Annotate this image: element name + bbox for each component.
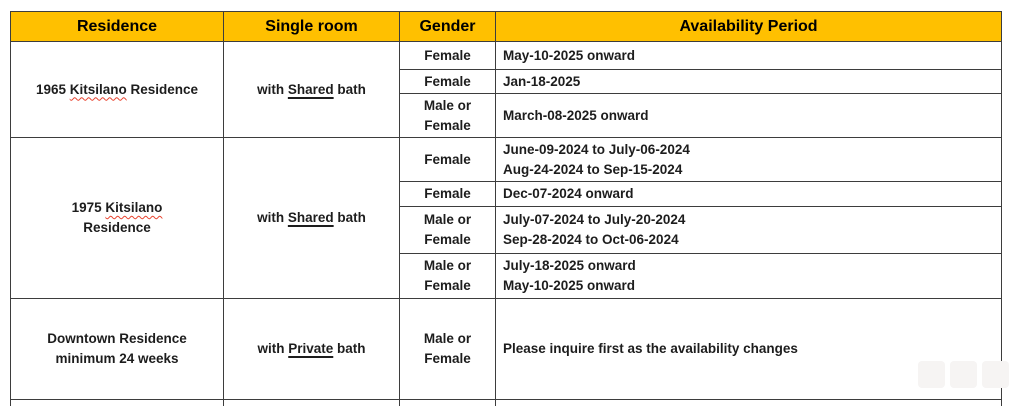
table-row — [11, 138, 1002, 182]
cut-row-cell — [11, 400, 224, 406]
underlined-word: Private — [288, 341, 334, 356]
table-row — [11, 42, 1002, 70]
cut-off-row — [11, 400, 1002, 406]
cut-row-cell — [496, 400, 1002, 406]
cut-row-cell — [400, 400, 496, 406]
header-row — [11, 12, 1002, 42]
residence-name: 1975 Kitsilano — [71, 200, 163, 215]
availability-cell: Jan-18-2025 — [496, 70, 1002, 94]
availability-cell: Please inquire first as the availability changes — [496, 299, 1002, 400]
header-cell-gender: Gender — [400, 12, 496, 42]
gender-cell: Male or Female — [400, 207, 496, 254]
watermark-block — [950, 361, 977, 388]
cut-row-cell — [224, 400, 400, 406]
availability-cell: July-18-2025 onward May-10-2025 onward — [496, 254, 1002, 299]
gender-cell: Male or Female — [400, 94, 496, 138]
residence-name-line2: minimum 24 weeks — [55, 351, 179, 366]
residence-cell-downtown — [11, 299, 224, 400]
header-cell-availability-period: Availability Period — [496, 12, 1002, 42]
residence-name: Downtown Residence — [47, 331, 187, 346]
header-cell-residence: Residence — [11, 12, 224, 42]
residence-cell-1965 — [11, 42, 224, 138]
residence-name: 1965 Kitsilano Residence — [35, 81, 199, 97]
underlined-word: Shared — [287, 81, 334, 97]
watermark-blocks — [918, 361, 1009, 388]
table-row — [11, 299, 1002, 400]
availability-cell: July-07-2024 to July-20-2024 Sep-28-2024 to Oct-06-2024 — [496, 207, 1002, 254]
header-cell-single-room: Single room — [224, 12, 400, 42]
misspelled-word: Kitsilano — [105, 200, 163, 215]
misspelled-word: Kitsilano — [69, 81, 127, 97]
residence-name-line2: Residence — [83, 220, 151, 235]
watermark-block — [982, 361, 1009, 388]
gender-cell: Female — [400, 138, 496, 182]
watermark-block — [918, 361, 945, 388]
availability-table — [10, 11, 1002, 406]
room-cell: with Private bath — [224, 299, 400, 400]
residence-cell-1975 — [11, 138, 224, 299]
availability-cell: June-09-2024 to July-06-2024 Aug-24-2024 to Sep-15-2024 — [496, 138, 1002, 182]
availability-cell: March-08-2025 onward — [496, 94, 1002, 138]
gender-cell: Male or Female — [400, 254, 496, 299]
room-cell: with Shared bath — [224, 138, 400, 299]
room-cell: with Shared bath — [224, 42, 400, 138]
gender-cell: Male or Female — [400, 299, 496, 400]
underlined-word: Shared — [287, 210, 334, 225]
gender-cell: Female — [400, 42, 496, 70]
availability-cell: Dec-07-2024 onward — [496, 182, 1002, 207]
gender-cell: Female — [400, 182, 496, 207]
availability-cell: May-10-2025 onward — [496, 42, 1002, 70]
gender-cell: Female — [400, 70, 496, 94]
